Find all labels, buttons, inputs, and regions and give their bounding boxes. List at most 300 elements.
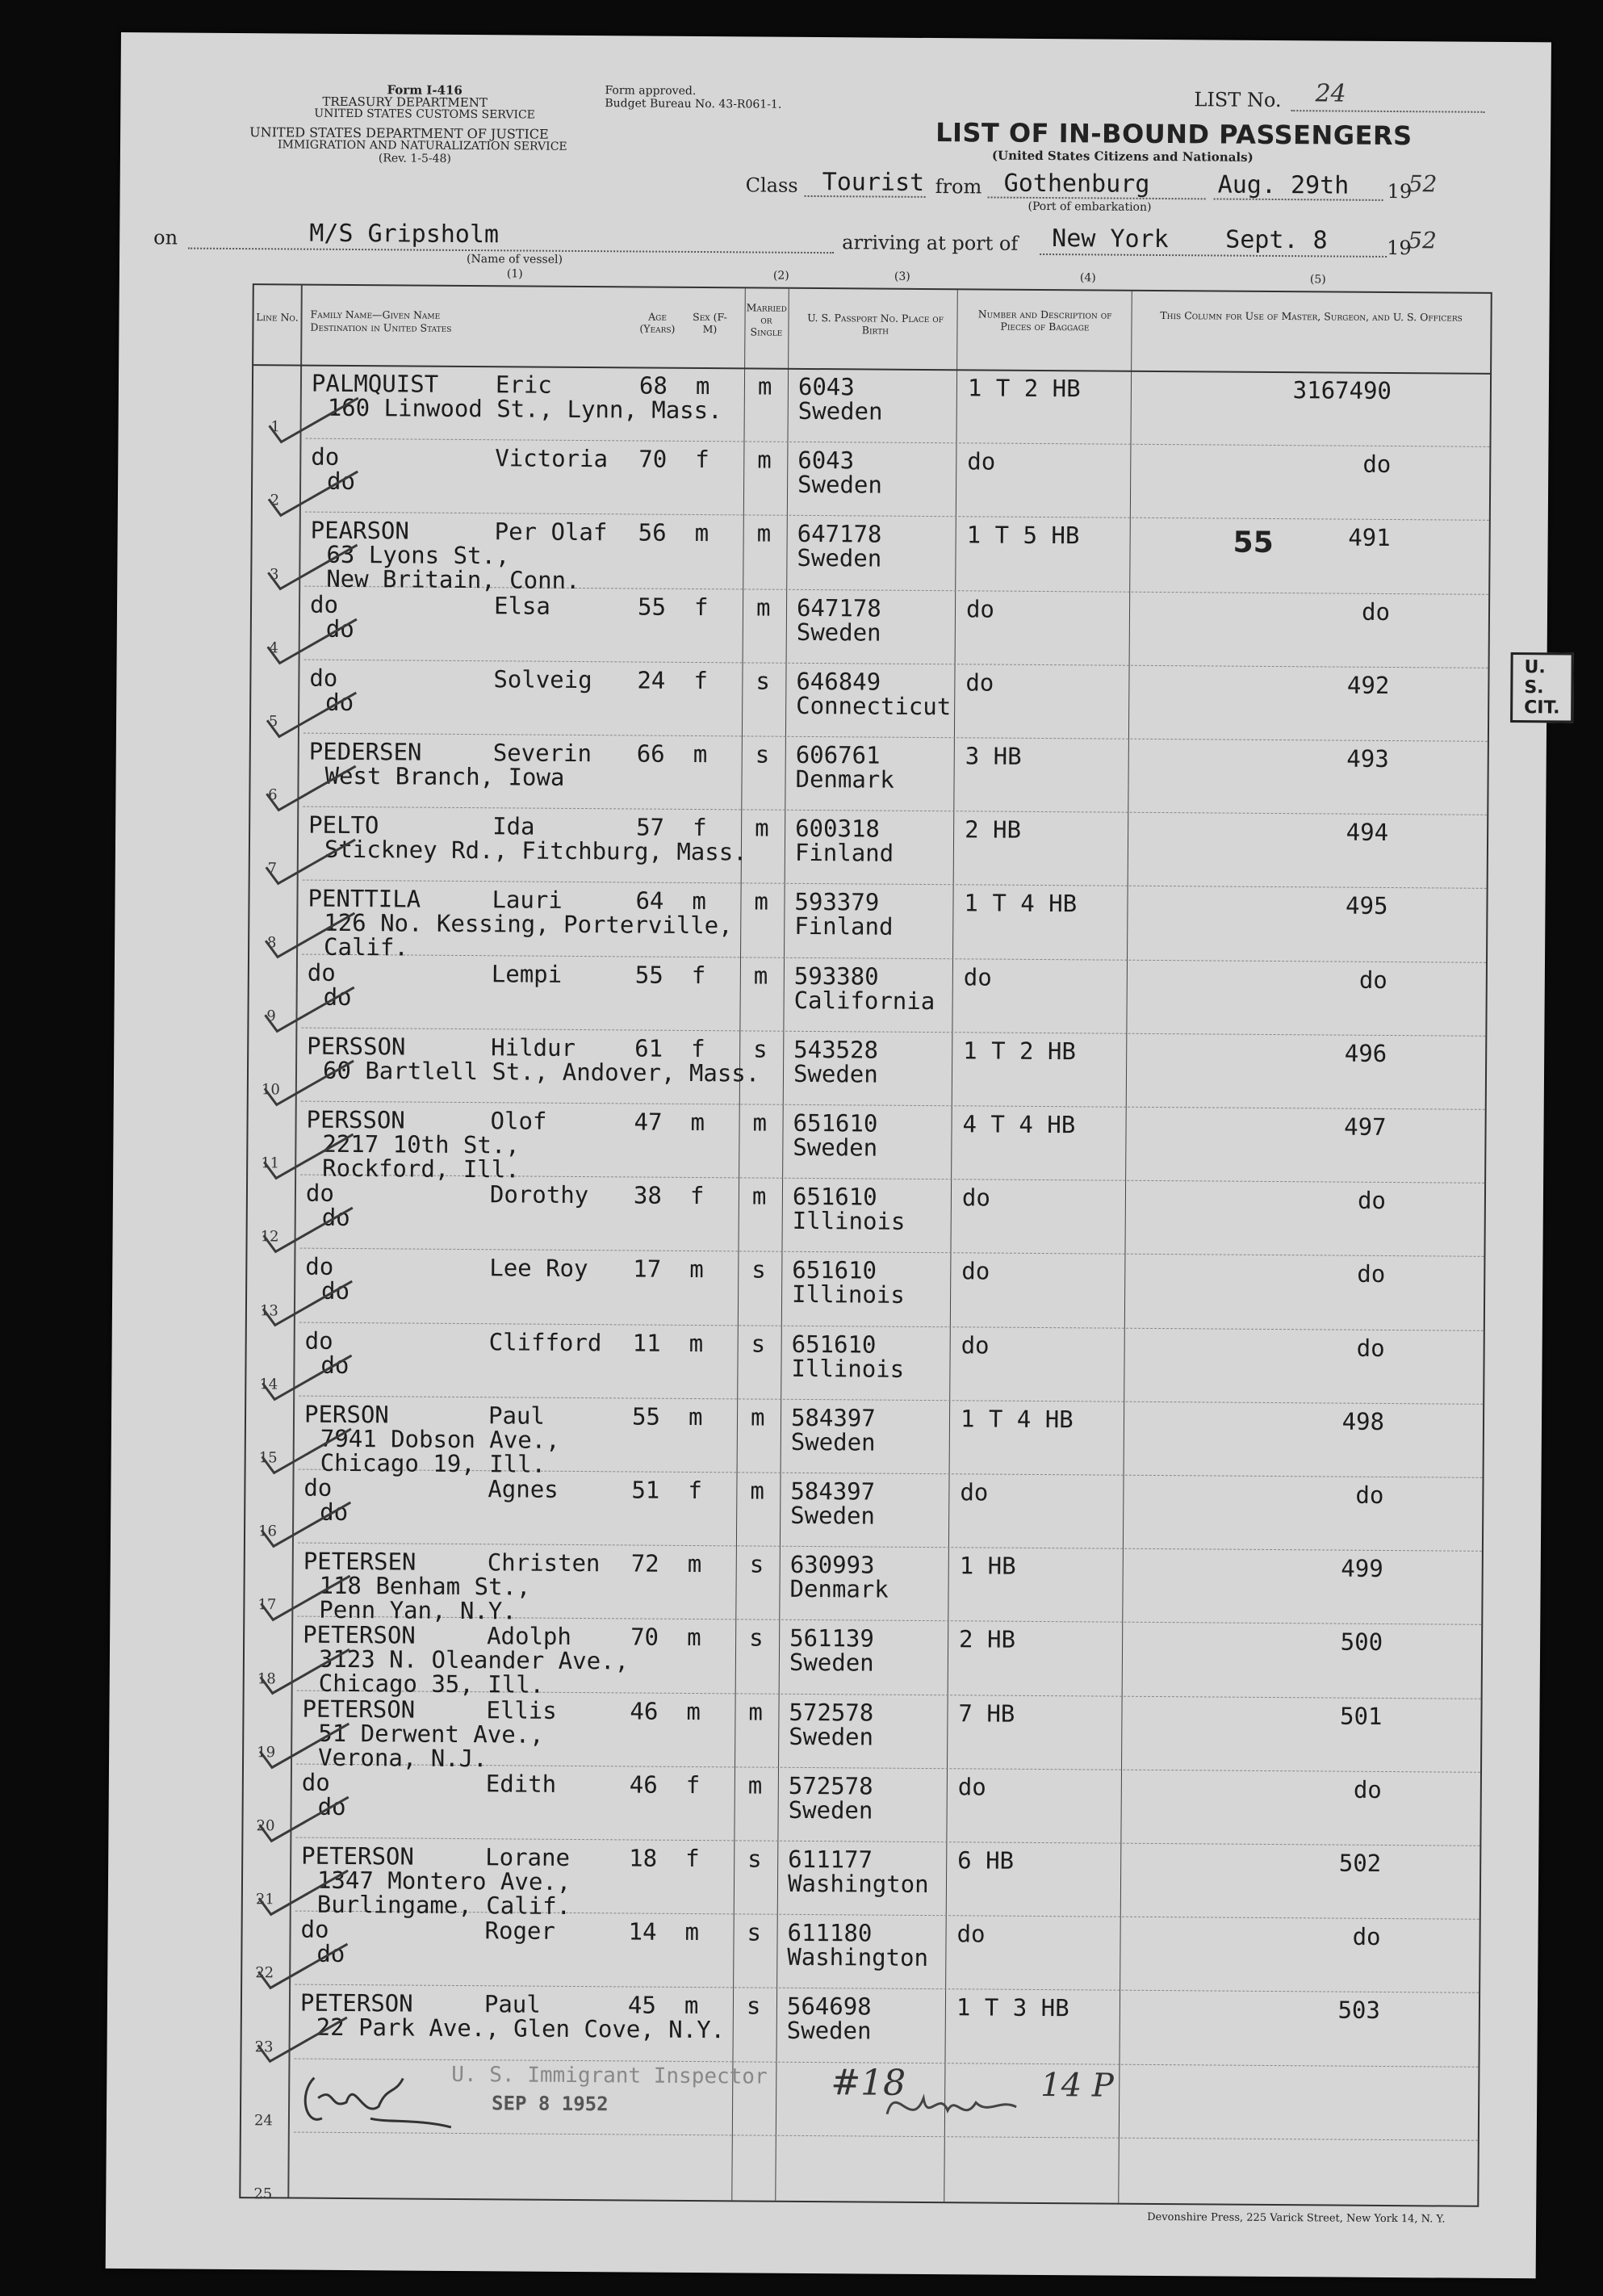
marital-status: m [751,1182,767,1210]
check-mark [260,541,365,598]
destination: 2217 10th St., [322,1129,520,1159]
age: 38 [633,1181,662,1209]
check-mark [252,1719,357,1776]
passport-number: 572578 [788,1771,873,1800]
sex: f [693,593,709,621]
marital-status: m [750,1477,764,1505]
line-number: 22 [255,1964,274,1982]
baggage: 2 HB [959,1625,1016,1654]
passport-number: 647178 [797,520,882,548]
sex: m [690,1108,705,1137]
age: 24 [637,666,666,694]
line-number: 4 [269,639,278,657]
marital-status: s [753,1035,768,1063]
sex: f [685,1844,700,1873]
destination: do [316,1939,345,1968]
age: 46 [629,1770,658,1799]
destination: 63 Lyons St., [326,541,510,570]
us-citizen-stamp: U. S. CIT. [1510,652,1574,723]
baggage: do [956,1920,986,1948]
manifest-page [106,32,1560,2278]
form-subtitle: (United States Citizens and Nationals) [991,148,1254,165]
marital-status: m [752,1108,768,1137]
row-divider [298,1543,1482,1552]
officer-entry: 502 [1338,1849,1382,1877]
passport-number: 600318 [795,815,881,843]
line-number: 14 [259,1376,278,1393]
marital-status: s [746,1992,761,2020]
row-divider [299,1248,1484,1257]
given-name: Hildur [491,1033,576,1062]
baggage: do [961,1257,990,1285]
baggage: 2 HB [965,815,1022,844]
given-name: Lempi [491,959,563,988]
year-prefix: 19 [1387,179,1413,203]
officer-entry: 497 [1344,1112,1387,1141]
place-of-birth: California [793,986,935,1015]
row-divider [299,1395,1483,1404]
sex: f [691,961,706,989]
header-baggage: Number and Description of Pieces of Baggage [977,308,1112,333]
line-number: 12 [260,1228,279,1246]
row-divider [305,512,1489,521]
budget-bureau: Budget Bureau No. 43-R061-1. [605,97,782,111]
family-name: PETERSEN [303,1547,416,1576]
marital-status: m [755,593,771,622]
family-name: PEDERSEN [308,737,422,766]
header-line-no: Line No. [256,311,299,324]
col-num: (1) [506,267,523,281]
baggage: do [960,1478,989,1506]
line-number: 7 [267,860,278,878]
treasury-dept: TREASURY DEPARTMENT [322,94,488,111]
header-name: Family Name—Given Name [310,308,441,321]
line-number: 1 [270,418,280,436]
line-number: 3 [270,565,279,583]
marital-status: s [749,1550,764,1578]
embark-caption: (Port of embarkation) [1028,199,1152,214]
form-approved: Form approved. [605,84,697,98]
arrival-date: Sept. 8 [1225,225,1328,255]
destination: do [323,983,352,1011]
place-of-birth: Sweden [793,1133,878,1162]
line-number: 11 [261,1154,280,1172]
passport-number: 606761 [795,740,881,769]
destination: do [320,1351,349,1379]
sex: m [688,1402,703,1431]
age: 57 [636,813,665,841]
marital-status: m [757,372,772,400]
given-name: Dorothy [489,1180,589,1209]
check-mark [261,467,366,524]
passport-number: 6043 [797,372,855,401]
place-of-birth: Sweden [786,2017,872,2045]
sex: m [687,1624,701,1652]
family-name: do [301,1768,330,1796]
baggage: 1 HB [959,1552,1016,1580]
customs-service: UNITED STATES CUSTOMS SERVICE [314,107,535,122]
passport-number: 584397 [790,1477,876,1506]
baggage: do [961,1184,990,1212]
check-mark [251,1866,356,1923]
destination: 7941 Dobson Ave., [320,1424,560,1454]
check-mark [257,1056,362,1113]
given-name: Ida [492,812,535,840]
destination: do [317,1792,346,1820]
place-of-birth: Sweden [789,1649,874,1677]
sex: m [694,519,709,547]
row-divider [295,1837,1480,1846]
handwritten-note: #18 [831,2062,906,2104]
given-name: Solveig [493,665,592,693]
given-name: Christen [487,1548,601,1577]
depart-date: Aug. 29th [1217,170,1350,200]
officer-entry: do [1361,597,1391,626]
place-of-birth: Sweden [789,1722,874,1751]
check-mark [251,1792,356,1850]
family-name: do [305,1179,335,1208]
line-number: 20 [256,1817,275,1835]
place-of-birth: Finland [794,912,894,941]
destination: do [325,614,354,643]
family-name: PETERSON [301,1841,415,1871]
destination: 60 Bartlell St., Andover, Mass. [322,1056,760,1087]
officer-entry: 3167490 [1292,376,1392,404]
destination-line2: Chicago 35, Ill. [318,1670,545,1699]
officer-entry: 498 [1341,1407,1385,1435]
marital-status: s [751,1330,766,1358]
baggage: 1 T 3 HB [956,1993,1069,2022]
col-num: (5) [1309,273,1326,287]
sex: m [692,887,707,915]
row-divider [299,1322,1484,1330]
destination-line2: Chicago 19, Ill. [320,1448,546,1478]
arriving-label: arriving at port of [842,231,1019,255]
check-mark [250,1939,355,1996]
officer-entry: do [1356,1334,1385,1362]
given-name: Severin [492,739,592,768]
marital-status: m [747,1771,763,1800]
marital-status: s [747,1918,762,1946]
age: 51 [631,1476,660,1504]
passport-number: 564698 [786,1992,872,2021]
line-number: 23 [254,2038,274,2055]
check-mark [258,835,363,892]
age: 70 [630,1623,659,1652]
inspector-initials [879,2074,1041,2139]
age: 18 [629,1844,658,1872]
age: 64 [635,886,664,915]
row-divider [304,659,1488,668]
sex: f [689,1182,705,1210]
line-number: 13 [259,1301,278,1319]
row-divider [305,438,1489,447]
marital-status: s [749,1624,764,1652]
passport-number: 543528 [793,1035,879,1064]
line-number: 16 [258,1523,278,1540]
passport-number: 611177 [788,1845,873,1874]
destination-line2: Calif. [323,933,408,962]
passport-number: 561139 [789,1624,875,1653]
check-mark [253,1571,358,1628]
place-of-birth: Illinois [791,1280,905,1309]
check-mark [259,688,364,745]
line-number: 2 [270,492,280,509]
officer-entry: 501 [1339,1702,1383,1730]
header-passport: U. S. Passport No. Place of Birth [807,311,944,337]
check-mark [255,1203,360,1260]
line-number: 15 [258,1449,278,1467]
officer-entry: do [1362,450,1392,479]
place-of-birth: Sweden [797,544,882,572]
header-sex: Sex (F-M) [693,310,727,336]
destination: 1347 Montero Ave., [316,1866,571,1896]
family-name: PEARSON [310,517,410,545]
baggage: do [963,962,992,991]
family-name: PERSSON [306,1105,405,1134]
family-name: do [309,590,339,618]
passport-number: 630993 [789,1551,875,1579]
officer-entry: 496 [1344,1039,1387,1067]
family-name: PERSSON [307,1032,406,1061]
place-of-birth: Illinois [791,1354,905,1383]
embark-port: Gothenburg [1003,169,1150,199]
baggage: 4 T 4 HB [962,1110,1076,1139]
family-name: PELTO [308,811,379,840]
officer-entry: do [1358,966,1387,994]
destination-line2: Verona, N.J. [317,1743,488,1772]
year-prefix-2: 19 [1387,236,1412,260]
check-mark [256,1129,361,1187]
depart-year: 52 [1408,170,1438,198]
family-name: do [305,1253,334,1281]
list-label: LIST No. [1194,88,1282,112]
sex: m [684,1918,700,1946]
row-divider [303,733,1488,742]
given-name: Adolph [487,1622,572,1651]
passport-number: 651610 [793,1108,878,1138]
passport-number: 572578 [789,1698,874,1727]
check-mark [253,1498,358,1555]
marital-status: m [753,962,768,990]
officer-entry: 500 [1340,1628,1383,1657]
age: 70 [638,445,668,473]
place-of-birth: Sweden [793,1059,878,1088]
destination: West Branch, Iowa [324,761,565,791]
family-name: do [311,442,340,471]
row-divider [303,880,1487,889]
from-label: from [935,175,982,199]
place-of-birth: Sweden [796,618,881,647]
date-stamp: SEP 8 1952 [492,2092,609,2116]
inspector-stamp: U. S. Immigrant Inspector [451,2062,768,2089]
given-name: Roger [484,1917,556,1945]
passport-number: 651610 [791,1330,877,1359]
age: 45 [627,1991,656,2020]
destination: 3123 N. Oleander Ave., [318,1645,630,1675]
destination-line2: Rockford, Ill. [322,1154,520,1184]
place-of-birth: Sweden [790,1427,876,1456]
officer-entry: 495 [1345,892,1388,920]
sex: f [695,446,709,474]
sex: m [684,1992,699,2020]
given-name: Ellis [486,1695,557,1724]
arrival-port: New York [1052,224,1169,254]
line-number: 9 [266,1008,276,1025]
line-number: 19 [257,1744,276,1762]
marital-status: m [755,814,769,842]
marital-status: m [757,446,772,474]
header-married: Married or Single [746,301,787,338]
arrival-year: 52 [1408,227,1437,254]
line-number: 21 [255,1891,274,1908]
destination: 118 Benham St., [319,1571,531,1601]
check-mark [258,761,363,819]
place-of-birth: Connecticut [796,691,952,720]
baggage: 7 HB [958,1699,1015,1728]
line-number: 5 [268,713,278,731]
marital-status: m [748,1698,764,1726]
row-divider [295,1984,1479,1993]
baggage: do [965,668,994,697]
family-name: PERSON [303,1400,389,1429]
family-name: do [303,1473,333,1502]
age: 47 [634,1108,663,1136]
place-of-birth: Sweden [797,471,882,499]
sex: m [688,1329,704,1357]
family-name: do [307,958,336,987]
line-number: 25 [253,2185,273,2203]
ins-service: IMMIGRATION AND NATURALIZATION SERVICE [277,138,567,153]
sex: f [693,666,708,694]
check-mark [253,1645,358,1703]
inspector-signature [290,2062,500,2136]
place-of-birth: Sweden [797,396,883,425]
check-mark [261,393,366,450]
handwritten-note-2: 14 P [1040,2067,1114,2105]
baggage: do [967,447,996,476]
vessel-name: M/S Gripsholm [309,219,500,249]
age: 55 [631,1402,661,1431]
col-num: (2) [772,269,789,283]
revision: (Rev. 1-5-48) [378,152,451,165]
passport-number: 651610 [792,1183,877,1211]
sex: f [693,814,707,842]
family-name: do [309,664,338,692]
row-divider [301,1101,1485,1110]
header-age: Age (Years) [639,310,676,335]
place-of-birth: Sweden [788,1795,873,1825]
place-of-birth: Denmark [795,765,894,794]
baggage: do [965,594,995,623]
officer-entry: do [1357,1186,1387,1215]
col-num: (3) [894,270,910,283]
check-mark [254,1351,359,1408]
passenger-table [239,283,1560,2207]
baggage: 6 HB [957,1846,1015,1875]
line-number: 24 [253,2112,273,2130]
age: 46 [630,1697,659,1725]
sex: m [693,739,708,769]
age: 72 [630,1549,659,1577]
family-name: PETERSON [303,1621,416,1649]
sex: f [691,1034,705,1062]
destination: do [327,467,356,496]
place-of-birth: Sweden [790,1501,876,1530]
justice-dept: UNITED STATES DEPARTMENT OF JUSTICE [249,124,549,142]
passport-number: 6043 [797,446,855,475]
passport-number: 646849 [796,667,881,696]
passport-number: 647178 [796,593,881,622]
age: 56 [638,518,667,547]
sex: m [686,1697,701,1725]
age: 17 [633,1255,662,1284]
officer-entry: 491 [1348,524,1391,552]
marital-status: s [747,1845,762,1873]
family-name: PETERSON [302,1695,416,1724]
passport-number: 593379 [794,888,880,916]
destination: do [321,1203,350,1232]
given-name: Lauri [492,886,563,915]
marital-status: s [755,667,770,695]
place-of-birth: Finland [794,839,894,867]
age: 68 [638,371,668,400]
class-value: Tourist [822,168,925,197]
form-number: Form I-416 [387,82,462,98]
officer-entry: do [1353,1775,1382,1804]
place-of-birth: Illinois [792,1207,906,1236]
header-destination: Destination in United States [310,321,452,334]
destination: do [321,1277,350,1305]
place-of-birth: Denmark [789,1575,889,1603]
printer-footer: Devonshire Press, 225 Varick Street, New York 14, N. Y. [1147,2210,1446,2226]
destination: 126 No. Kessing, Porterville, [324,909,733,940]
sex: m [687,1550,702,1578]
baggage: 1 T 2 HB [963,1037,1077,1066]
given-name: Paul [488,1401,546,1430]
sex: f [685,1770,701,1799]
destination: 22 Park Ave., Glen Cove, N.Y. [316,2013,726,2044]
given-name: Paul [483,1990,541,2019]
place-of-birth: Washington [787,1869,929,1899]
officer-entry: 499 [1341,1554,1383,1583]
row-divider [303,807,1487,815]
sex: f [688,1476,702,1505]
destination-line2: Penn Yan, N.Y. [319,1595,517,1625]
given-name: Elsa [493,591,551,620]
given-name: Clifford [488,1327,602,1356]
age: 55 [637,593,667,621]
given-name: Edith [485,1770,557,1798]
age: 14 [628,1917,657,1946]
marital-status: m [754,887,769,916]
sex: m [695,371,710,400]
check-mark [255,1277,360,1334]
officer-entry: 494 [1346,818,1389,847]
line-number: 8 [266,933,277,951]
given-name: Olof [490,1107,547,1135]
given-name: Eric [495,371,552,399]
col-num: (4) [1079,271,1096,285]
family-name: do [300,1915,329,1944]
on-label: on [153,226,178,249]
class-label: Class [745,174,798,197]
row-divider [302,953,1486,962]
line-number: 6 [268,786,278,804]
margin-note: 55 [1233,526,1274,559]
destination-line2: Burlingame, Calif. [316,1890,571,1920]
officer-entry: 503 [1337,1996,1381,2025]
